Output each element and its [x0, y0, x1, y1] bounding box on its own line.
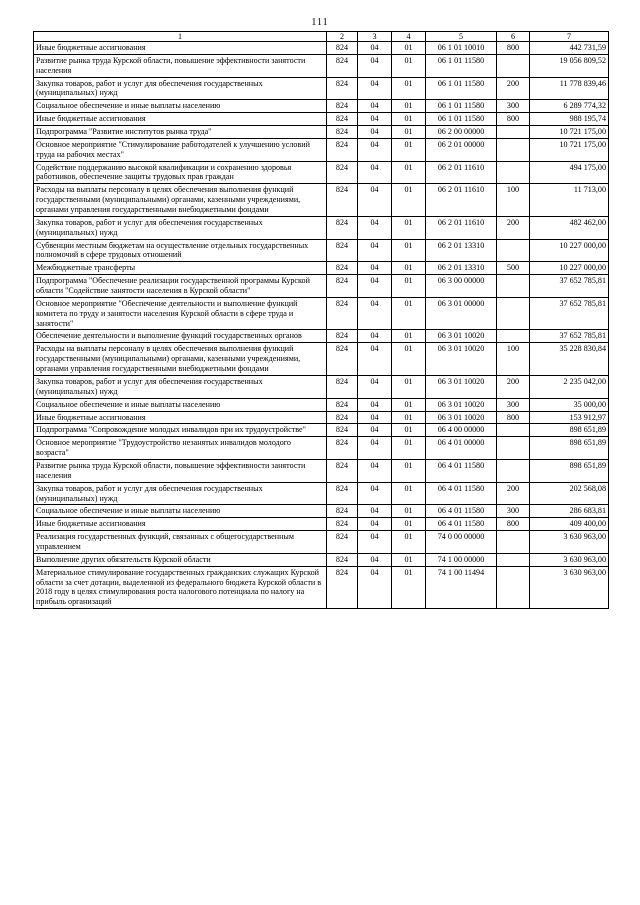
row-target-article-cell: 06 3 01 10020 [426, 398, 497, 411]
row-amount-cell: 202 568,08 [530, 482, 609, 505]
row-ministry-code-cell: 824 [327, 330, 358, 343]
row-name-cell: Иные бюджетные ассигнования [34, 411, 327, 424]
row-ministry-code-cell: 824 [327, 138, 358, 161]
row-expense-type-cell: 200 [497, 482, 530, 505]
row-name-cell: Закупка товаров, работ и услуг для обеспечения государственных (муниципальных) нужд [34, 77, 327, 100]
row-target-article-cell: 06 2 01 11610 [426, 216, 497, 239]
row-target-article-cell: 74 0 00 00000 [426, 531, 497, 554]
row-expense-type-cell [497, 424, 530, 437]
row-name-cell: Обеспечение деятельности и выполнение функций государственных органов [34, 330, 327, 343]
row-amount-cell: 482 462,00 [530, 216, 609, 239]
table-row [34, 330, 609, 343]
row-amount-cell: 898 651,89 [530, 424, 609, 437]
table-row [34, 424, 609, 437]
row-ministry-code-cell: 824 [327, 505, 358, 518]
header-cell: 5 [426, 32, 497, 42]
row-ministry-code-cell: 824 [327, 126, 358, 139]
row-name-cell: Реализация государственных функций, связанных с общегосударственным управлением [34, 531, 327, 554]
row-expense-type-cell: 800 [497, 518, 530, 531]
row-section-code-cell: 04 [358, 553, 392, 566]
row-name-cell: Подпрограмма "Обеспечение реализации государственной программы Курской области "Содействие занятости населения в Курской области" [34, 275, 327, 298]
page-number: 111 [311, 17, 329, 28]
header-cell: 4 [392, 32, 426, 42]
row-target-article-cell: 06 3 01 10020 [426, 343, 497, 376]
row-name-cell: Развитие рынка труда Курской области, повышение эффективности занятости населения [34, 459, 327, 482]
row-expense-type-cell [497, 553, 530, 566]
row-section-code-cell: 04 [358, 100, 392, 113]
row-amount-cell: 3 630 963,00 [530, 566, 609, 608]
row-section-code-cell: 04 [358, 161, 392, 184]
row-subsection-code-cell: 01 [392, 262, 426, 275]
row-ministry-code-cell: 824 [327, 566, 358, 608]
row-expense-type-cell [497, 54, 530, 77]
table-row [34, 459, 609, 482]
table-row [34, 505, 609, 518]
row-subsection-code-cell: 01 [392, 424, 426, 437]
row-expense-type-cell [497, 161, 530, 184]
row-target-article-cell: 06 2 01 13310 [426, 239, 497, 262]
row-name-cell: Развитие рынка труда Курской области, повышение эффективности занятости населения [34, 54, 327, 77]
row-expense-type-cell: 800 [497, 411, 530, 424]
row-amount-cell: 409 400,00 [530, 518, 609, 531]
row-target-article-cell: 06 2 01 11610 [426, 161, 497, 184]
row-section-code-cell: 04 [358, 42, 392, 55]
table-row [34, 411, 609, 424]
table-row [34, 100, 609, 113]
row-subsection-code-cell: 01 [392, 459, 426, 482]
row-name-cell: Социальное обеспечение и иные выплаты населению [34, 398, 327, 411]
table-row [34, 482, 609, 505]
table-row [34, 161, 609, 184]
table-row [34, 126, 609, 139]
row-ministry-code-cell: 824 [327, 424, 358, 437]
row-name-cell: Закупка товаров, работ и услуг для обеспечения государственных (муниципальных) нужд [34, 482, 327, 505]
row-amount-cell: 988 195,74 [530, 113, 609, 126]
row-ministry-code-cell: 824 [327, 113, 358, 126]
row-expense-type-cell: 200 [497, 77, 530, 100]
row-target-article-cell: 06 2 01 13310 [426, 262, 497, 275]
row-amount-cell: 3 630 963,00 [530, 531, 609, 554]
table-row [34, 437, 609, 460]
row-amount-cell: 19 056 809,52 [530, 54, 609, 77]
row-target-article-cell: 06 2 00 00000 [426, 126, 497, 139]
row-amount-cell: 286 683,81 [530, 505, 609, 518]
row-amount-cell: 10 721 175,00 [530, 126, 609, 139]
row-subsection-code-cell: 01 [392, 138, 426, 161]
row-amount-cell: 153 912,97 [530, 411, 609, 424]
row-ministry-code-cell: 824 [327, 343, 358, 376]
row-ministry-code-cell: 824 [327, 518, 358, 531]
row-expense-type-cell [497, 126, 530, 139]
row-target-article-cell: 06 4 01 11580 [426, 518, 497, 531]
table-row [34, 297, 609, 330]
row-target-article-cell: 06 4 01 11580 [426, 505, 497, 518]
row-subsection-code-cell: 01 [392, 343, 426, 376]
table-row [34, 77, 609, 100]
row-target-article-cell: 06 3 01 10020 [426, 375, 497, 398]
row-expense-type-cell: 200 [497, 216, 530, 239]
row-subsection-code-cell: 01 [392, 77, 426, 100]
row-target-article-cell: 06 1 01 11580 [426, 54, 497, 77]
row-subsection-code-cell: 01 [392, 330, 426, 343]
row-expense-type-cell: 800 [497, 42, 530, 55]
row-target-article-cell: 06 1 01 10010 [426, 42, 497, 55]
table-row [34, 262, 609, 275]
row-subsection-code-cell: 01 [392, 398, 426, 411]
row-section-code-cell: 04 [358, 138, 392, 161]
row-ministry-code-cell: 824 [327, 375, 358, 398]
row-ministry-code-cell: 824 [327, 553, 358, 566]
row-expense-type-cell: 300 [497, 100, 530, 113]
row-ministry-code-cell: 824 [327, 411, 358, 424]
row-amount-cell: 35 000,00 [530, 398, 609, 411]
row-subsection-code-cell: 01 [392, 411, 426, 424]
table-row [34, 113, 609, 126]
row-amount-cell: 898 651,89 [530, 437, 609, 460]
table-header-row [34, 32, 609, 42]
row-section-code-cell: 04 [358, 482, 392, 505]
row-target-article-cell: 06 4 01 11580 [426, 482, 497, 505]
row-target-article-cell: 06 2 01 00000 [426, 138, 497, 161]
table-row [34, 216, 609, 239]
row-name-cell: Основное мероприятие "Трудоустройство незанятых инвалидов молодого возраста" [34, 437, 327, 460]
row-target-article-cell: 06 1 01 11580 [426, 113, 497, 126]
row-amount-cell: 442 731,59 [530, 42, 609, 55]
row-subsection-code-cell: 01 [392, 239, 426, 262]
row-section-code-cell: 04 [358, 184, 392, 217]
table-row [34, 275, 609, 298]
row-name-cell: Подпрограмма "Сопровождение молодых инвалидов при их трудоустройстве" [34, 424, 327, 437]
row-section-code-cell: 04 [358, 297, 392, 330]
row-section-code-cell: 04 [358, 531, 392, 554]
row-name-cell: Иные бюджетные ассигнования [34, 42, 327, 55]
row-name-cell: Субвенции местным бюджетам на осуществление отдельных государственных полномочий в сфере трудовых отношений [34, 239, 327, 262]
row-section-code-cell: 04 [358, 505, 392, 518]
row-ministry-code-cell: 824 [327, 161, 358, 184]
row-amount-cell: 6 289 774,32 [530, 100, 609, 113]
row-subsection-code-cell: 01 [392, 553, 426, 566]
row-name-cell: Расходы на выплаты персоналу в целях обеспечения выполнения функций государственными (муниципальными) органами, казенными учреждениями, органами управления государственными внебюджетными фондами [34, 343, 327, 376]
row-amount-cell: 10 721 175,00 [530, 138, 609, 161]
row-target-article-cell: 06 2 01 11610 [426, 184, 497, 217]
row-subsection-code-cell: 01 [392, 531, 426, 554]
row-section-code-cell: 04 [358, 216, 392, 239]
row-target-article-cell: 06 3 01 00000 [426, 297, 497, 330]
row-section-code-cell: 04 [358, 437, 392, 460]
row-amount-cell: 37 652 785,81 [530, 330, 609, 343]
table-row [34, 239, 609, 262]
row-target-article-cell: 06 3 01 10020 [426, 330, 497, 343]
row-expense-type-cell [497, 275, 530, 298]
table-row [34, 184, 609, 217]
row-amount-cell: 37 652 785,81 [530, 297, 609, 330]
table-row [34, 42, 609, 55]
row-section-code-cell: 04 [358, 375, 392, 398]
row-section-code-cell: 04 [358, 518, 392, 531]
row-expense-type-cell [497, 459, 530, 482]
row-amount-cell: 494 175,00 [530, 161, 609, 184]
row-expense-type-cell: 200 [497, 375, 530, 398]
row-target-article-cell: 74 1 00 11494 [426, 566, 497, 608]
row-ministry-code-cell: 824 [327, 54, 358, 77]
row-amount-cell: 37 652 785,81 [530, 275, 609, 298]
row-subsection-code-cell: 01 [392, 275, 426, 298]
row-section-code-cell: 04 [358, 239, 392, 262]
row-expense-type-cell: 800 [497, 113, 530, 126]
row-target-article-cell: 06 1 01 11580 [426, 77, 497, 100]
row-expense-type-cell: 100 [497, 343, 530, 376]
row-name-cell: Содействие поддержанию высокой квалификации и сохранению здоровья работников, обеспечение защиты трудовых прав граждан [34, 161, 327, 184]
header-cell: 7 [530, 32, 609, 42]
row-subsection-code-cell: 01 [392, 126, 426, 139]
row-expense-type-cell: 100 [497, 184, 530, 217]
table-row [34, 518, 609, 531]
row-subsection-code-cell: 01 [392, 566, 426, 608]
row-section-code-cell: 04 [358, 398, 392, 411]
row-expense-type-cell: 300 [497, 505, 530, 518]
row-ministry-code-cell: 824 [327, 297, 358, 330]
row-target-article-cell: 06 4 00 00000 [426, 424, 497, 437]
budget-table [33, 31, 609, 609]
table-row [34, 375, 609, 398]
row-subsection-code-cell: 01 [392, 42, 426, 55]
row-ministry-code-cell: 824 [327, 459, 358, 482]
row-ministry-code-cell: 824 [327, 77, 358, 100]
row-ministry-code-cell: 824 [327, 100, 358, 113]
row-section-code-cell: 04 [358, 330, 392, 343]
row-name-cell: Закупка товаров, работ и услуг для обеспечения государственных (муниципальных) нужд [34, 216, 327, 239]
row-amount-cell: 35 228 830,84 [530, 343, 609, 376]
row-amount-cell: 11 778 839,46 [530, 77, 609, 100]
table-row [34, 531, 609, 554]
row-subsection-code-cell: 01 [392, 113, 426, 126]
row-section-code-cell: 04 [358, 113, 392, 126]
row-section-code-cell: 04 [358, 275, 392, 298]
row-amount-cell: 10 227 000,00 [530, 262, 609, 275]
row-subsection-code-cell: 01 [392, 505, 426, 518]
row-subsection-code-cell: 01 [392, 100, 426, 113]
row-ministry-code-cell: 824 [327, 42, 358, 55]
table-row [34, 138, 609, 161]
row-ministry-code-cell: 824 [327, 275, 358, 298]
row-subsection-code-cell: 01 [392, 297, 426, 330]
row-name-cell: Основное мероприятие "Обеспечение деятельности и выполнение функций комитета по труду и занятости населения Курской области в сфере труда и занятости" [34, 297, 327, 330]
row-amount-cell: 10 227 000,00 [530, 239, 609, 262]
row-expense-type-cell [497, 531, 530, 554]
row-subsection-code-cell: 01 [392, 437, 426, 460]
row-subsection-code-cell: 01 [392, 161, 426, 184]
row-target-article-cell: 06 4 01 11580 [426, 459, 497, 482]
row-name-cell: Межбюджетные трансферты [34, 262, 327, 275]
row-name-cell: Социальное обеспечение и иные выплаты населению [34, 100, 327, 113]
row-section-code-cell: 04 [358, 54, 392, 77]
row-section-code-cell: 04 [358, 126, 392, 139]
row-name-cell: Подпрограмма "Развитие институтов рынка труда" [34, 126, 327, 139]
row-name-cell: Закупка товаров, работ и услуг для обеспечения государственных (муниципальных) нужд [34, 375, 327, 398]
row-subsection-code-cell: 01 [392, 54, 426, 77]
row-name-cell: Социальное обеспечение и иные выплаты населению [34, 505, 327, 518]
row-name-cell: Иные бюджетные ассигнования [34, 518, 327, 531]
table-row [34, 553, 609, 566]
table-row [34, 343, 609, 376]
row-subsection-code-cell: 01 [392, 216, 426, 239]
header-cell: 6 [497, 32, 530, 42]
row-name-cell: Материальное стимулирование государственных гражданских служащих Курской области за счет дотации, выделенной из федерального бюджета Курской области в 2018 году в целях стимулирования роста налогового потенциала по налогу на прибыль организаций [34, 566, 327, 608]
row-expense-type-cell: 300 [497, 398, 530, 411]
row-section-code-cell: 04 [358, 424, 392, 437]
row-target-article-cell: 74 1 00 00000 [426, 553, 497, 566]
header-cell: 3 [358, 32, 392, 42]
row-name-cell: Иные бюджетные ассигнования [34, 113, 327, 126]
header-cell: 2 [327, 32, 358, 42]
row-ministry-code-cell: 824 [327, 184, 358, 217]
row-amount-cell: 11 713,00 [530, 184, 609, 217]
row-ministry-code-cell: 824 [327, 398, 358, 411]
row-section-code-cell: 04 [358, 411, 392, 424]
row-expense-type-cell [497, 297, 530, 330]
row-ministry-code-cell: 824 [327, 216, 358, 239]
row-section-code-cell: 04 [358, 262, 392, 275]
row-section-code-cell: 04 [358, 77, 392, 100]
row-expense-type-cell [497, 239, 530, 262]
row-section-code-cell: 04 [358, 343, 392, 376]
row-ministry-code-cell: 824 [327, 482, 358, 505]
row-ministry-code-cell: 824 [327, 262, 358, 275]
row-ministry-code-cell: 824 [327, 239, 358, 262]
row-ministry-code-cell: 824 [327, 437, 358, 460]
row-amount-cell: 3 630 963,00 [530, 553, 609, 566]
row-target-article-cell: 06 1 01 11580 [426, 100, 497, 113]
table-row [34, 398, 609, 411]
table-row [34, 566, 609, 608]
row-target-article-cell: 06 3 00 00000 [426, 275, 497, 298]
row-section-code-cell: 04 [358, 566, 392, 608]
row-name-cell: Расходы на выплаты персоналу в целях обеспечения выполнения функций государственными (муниципальными) органами, казенными учреждениями, органами управления государственными внебюджетными фондами [34, 184, 327, 217]
row-expense-type-cell [497, 437, 530, 460]
row-expense-type-cell [497, 138, 530, 161]
header-cell: 1 [34, 32, 327, 42]
row-expense-type-cell: 500 [497, 262, 530, 275]
row-expense-type-cell [497, 330, 530, 343]
row-target-article-cell: 06 4 01 00000 [426, 437, 497, 460]
row-name-cell: Основное мероприятие "Стимулирование работодателей к улучшению условий труда на рабочих местах" [34, 138, 327, 161]
row-amount-cell: 898 651,89 [530, 459, 609, 482]
row-subsection-code-cell: 01 [392, 482, 426, 505]
row-expense-type-cell [497, 566, 530, 608]
table-row [34, 54, 609, 77]
row-target-article-cell: 06 3 01 10020 [426, 411, 497, 424]
row-amount-cell: 2 235 042,00 [530, 375, 609, 398]
row-name-cell: Выполнение других обязательств Курской области [34, 553, 327, 566]
row-ministry-code-cell: 824 [327, 531, 358, 554]
row-subsection-code-cell: 01 [392, 184, 426, 217]
row-subsection-code-cell: 01 [392, 518, 426, 531]
row-section-code-cell: 04 [358, 459, 392, 482]
row-subsection-code-cell: 01 [392, 375, 426, 398]
